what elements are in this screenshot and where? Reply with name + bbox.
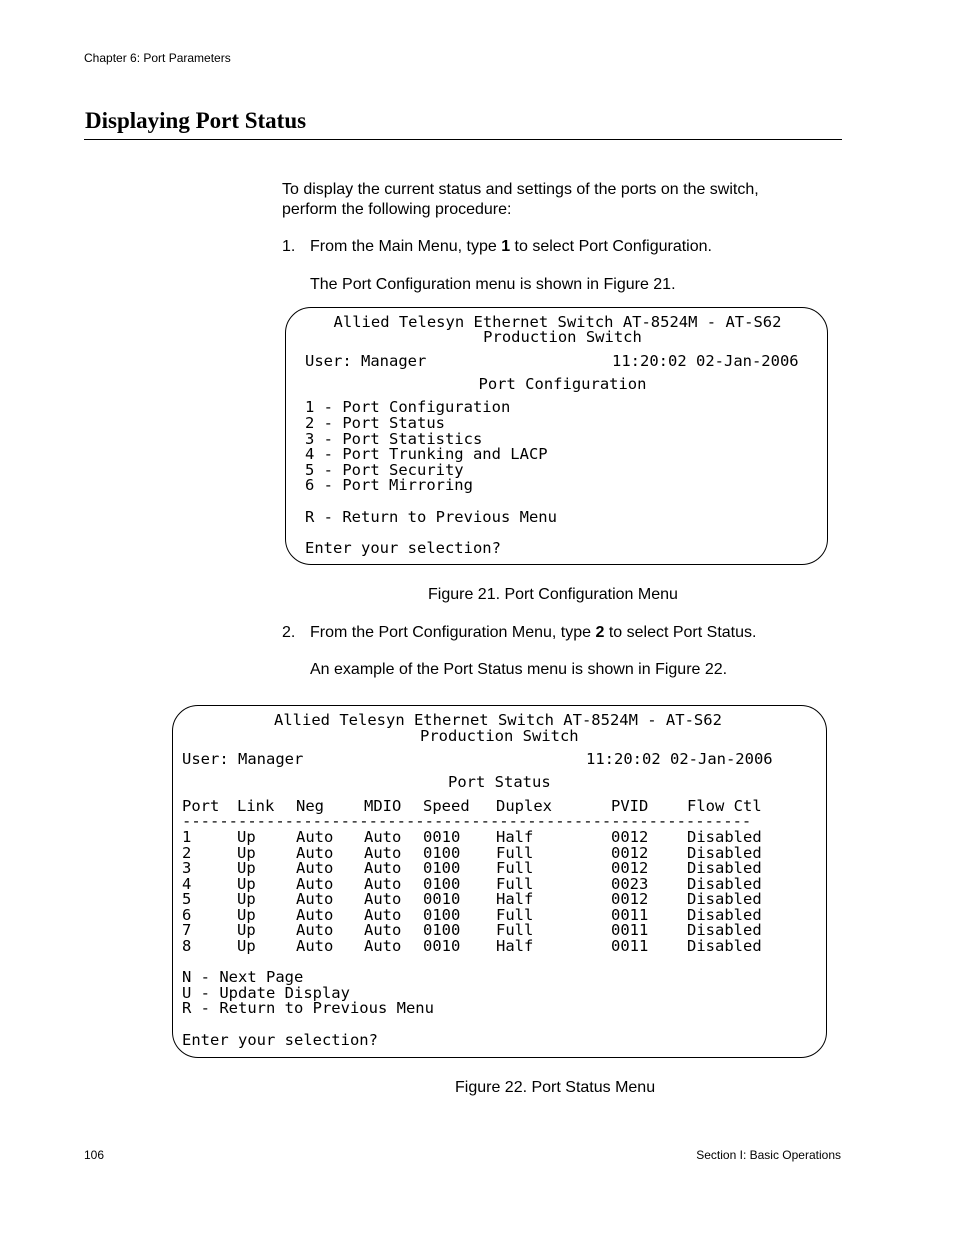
cell-duplex: Half xyxy=(496,828,534,846)
cell-link: Up xyxy=(237,843,256,862)
cell-port: 1 xyxy=(182,828,192,846)
column-speed: Speed xyxy=(423,797,470,815)
cell-neg: Auto xyxy=(296,859,334,877)
cell-flow-ctl: Disabled xyxy=(687,843,762,862)
menu-item-port-configuration: 1 - Port Configuration xyxy=(305,398,511,416)
cell-pvid: 0023 xyxy=(611,874,649,893)
screen-title: Allied Telesyn Ethernet Switch AT-8524M - AT-S62 xyxy=(333,313,782,331)
cell-port: 4 xyxy=(182,874,192,893)
screen-subtitle: Production Switch xyxy=(420,727,579,745)
cell-mdio: Auto xyxy=(364,828,402,846)
chapter-header: Chapter 6: Port Parameters xyxy=(84,51,231,65)
menu-item-port-status: 2 - Port Status xyxy=(305,414,445,432)
cell-neg: Auto xyxy=(296,890,334,908)
step-2-note: An example of the Port Status menu is shown in Figure 22. xyxy=(310,661,728,678)
cell-speed: 0100 xyxy=(423,905,461,924)
column-neg: Neg xyxy=(296,797,324,815)
cell-duplex: Full xyxy=(496,905,534,924)
intro-line-1: To display the current status and settings of the ports on the switch, xyxy=(282,181,759,198)
cell-flow-ctl: Disabled xyxy=(687,859,762,877)
option-update-display: U - Update Display xyxy=(182,984,350,1002)
figure-21-caption: Figure 21. Port Configuration Menu xyxy=(428,586,678,603)
cell-pvid: 0011 xyxy=(611,921,649,939)
column-flow-ctl: Flow Ctl xyxy=(687,797,762,815)
menu-item-port-statistics: 3 - Port Statistics xyxy=(305,430,483,448)
cell-mdio: Auto xyxy=(364,859,402,877)
cell-pvid: 0012 xyxy=(611,890,649,908)
cell-duplex: Full xyxy=(496,843,534,862)
cell-speed: 0010 xyxy=(423,828,461,846)
step-text: From the Port Configuration Menu, type 2 to select Port Status. xyxy=(310,624,757,641)
cell-duplex: Half xyxy=(496,936,534,955)
section-footer: Section I: Basic Operations xyxy=(696,1148,841,1162)
cell-speed: 0100 xyxy=(423,921,461,939)
table-separator: ------------------------------------------------------------- xyxy=(182,812,752,830)
cell-duplex: Full xyxy=(496,874,534,893)
cell-port: 5 xyxy=(182,890,192,908)
intro-paragraph xyxy=(282,180,759,220)
column-mdio: MDIO xyxy=(364,797,402,815)
menu-title: Port Configuration xyxy=(478,375,647,393)
cell-neg: Auto xyxy=(296,905,334,924)
cell-pvid: 0012 xyxy=(611,828,649,846)
cell-duplex: Half xyxy=(496,890,534,908)
cell-link: Up xyxy=(237,936,256,955)
cell-flow-ctl: Disabled xyxy=(687,828,762,846)
selection-prompt: Enter your selection? xyxy=(182,1031,378,1049)
column-duplex: Duplex xyxy=(496,797,552,815)
intro-line-2: perform the following procedure: xyxy=(282,201,512,218)
cell-link: Up xyxy=(237,905,256,924)
step-key: 1 xyxy=(501,238,511,255)
cell-neg: Auto xyxy=(296,921,334,939)
selection-prompt: Enter your selection? xyxy=(305,539,501,557)
cell-mdio: Auto xyxy=(364,890,402,908)
cell-neg: Auto xyxy=(296,874,334,893)
cell-mdio: Auto xyxy=(364,921,402,939)
screen-title: Allied Telesyn Ethernet Switch AT-8524M - AT-S62 xyxy=(274,711,722,729)
port-configuration-screen xyxy=(285,307,828,565)
cell-speed: 0010 xyxy=(423,936,461,955)
cell-mdio: Auto xyxy=(364,936,402,955)
option-return: R - Return to Previous Menu xyxy=(182,999,434,1017)
cell-link: Up xyxy=(237,859,256,877)
step-1 xyxy=(282,237,842,257)
cell-speed: 0100 xyxy=(423,843,461,862)
cell-pvid: 0012 xyxy=(611,859,649,877)
screen-subtitle: Production Switch xyxy=(483,328,642,346)
datetime: 11:20:02 02-Jan-2006 xyxy=(612,352,799,370)
user-label: User: Manager xyxy=(305,352,427,370)
cell-speed: 0100 xyxy=(423,859,461,877)
cell-port: 2 xyxy=(182,843,192,862)
cell-port: 3 xyxy=(182,859,192,877)
datetime: 11:20:02 02-Jan-2006 xyxy=(586,750,773,768)
cell-duplex: Full xyxy=(496,859,534,877)
menu-item-return: R - Return to Previous Menu xyxy=(305,508,557,526)
cell-port: 6 xyxy=(182,905,192,924)
cell-flow-ctl: Disabled xyxy=(687,936,762,955)
cell-flow-ctl: Disabled xyxy=(687,905,762,924)
user-label: User: Manager xyxy=(182,750,304,768)
menu-item-port-security: 5 - Port Security xyxy=(305,461,464,479)
cell-pvid: 0012 xyxy=(611,843,649,862)
menu-item-port-mirroring: 6 - Port Mirroring xyxy=(305,476,473,494)
column-link: Link xyxy=(237,797,275,815)
cell-mdio: Auto xyxy=(364,905,402,924)
option-next-page: N - Next Page xyxy=(182,968,304,986)
cell-flow-ctl: Disabled xyxy=(687,874,762,893)
port-status-screen xyxy=(172,705,827,1058)
cell-link: Up xyxy=(237,828,256,846)
step-text: From the Main Menu, type 1 to select Port Configuration. xyxy=(310,238,712,255)
menu-item-port-trunking: 4 - Port Trunking and LACP xyxy=(305,445,548,463)
cell-mdio: Auto xyxy=(364,843,402,862)
step-2 xyxy=(282,623,842,643)
section-title: Displaying Port Status xyxy=(85,108,307,133)
step-number: 2. xyxy=(282,624,296,641)
page-number: 106 xyxy=(84,1148,105,1162)
cell-pvid: 0011 xyxy=(611,936,649,955)
cell-neg: Auto xyxy=(296,828,334,846)
cell-link: Up xyxy=(237,874,256,893)
cell-flow-ctl: Disabled xyxy=(687,890,762,908)
cell-pvid: 0011 xyxy=(611,905,649,924)
cell-port: 7 xyxy=(182,921,192,939)
menu-title: Port Status xyxy=(448,773,551,791)
cell-link: Up xyxy=(237,890,256,908)
step-number: 1. xyxy=(282,238,296,255)
title-rule xyxy=(84,139,842,140)
cell-flow-ctl: Disabled xyxy=(687,921,762,939)
cell-neg: Auto xyxy=(296,843,334,862)
column-pvid: PVID xyxy=(611,797,649,815)
column-port: Port xyxy=(182,797,220,815)
cell-speed: 0100 xyxy=(423,874,461,893)
cell-speed: 0010 xyxy=(423,890,461,908)
step-1-note: The Port Configuration menu is shown in Figure 21. xyxy=(310,276,676,293)
figure-22-caption: Figure 22. Port Status Menu xyxy=(455,1079,656,1096)
cell-neg: Auto xyxy=(296,936,334,955)
cell-mdio: Auto xyxy=(364,874,402,893)
cell-port: 8 xyxy=(182,936,192,955)
cell-duplex: Full xyxy=(496,921,534,939)
step-key: 2 xyxy=(595,624,605,641)
cell-link: Up xyxy=(237,921,256,939)
